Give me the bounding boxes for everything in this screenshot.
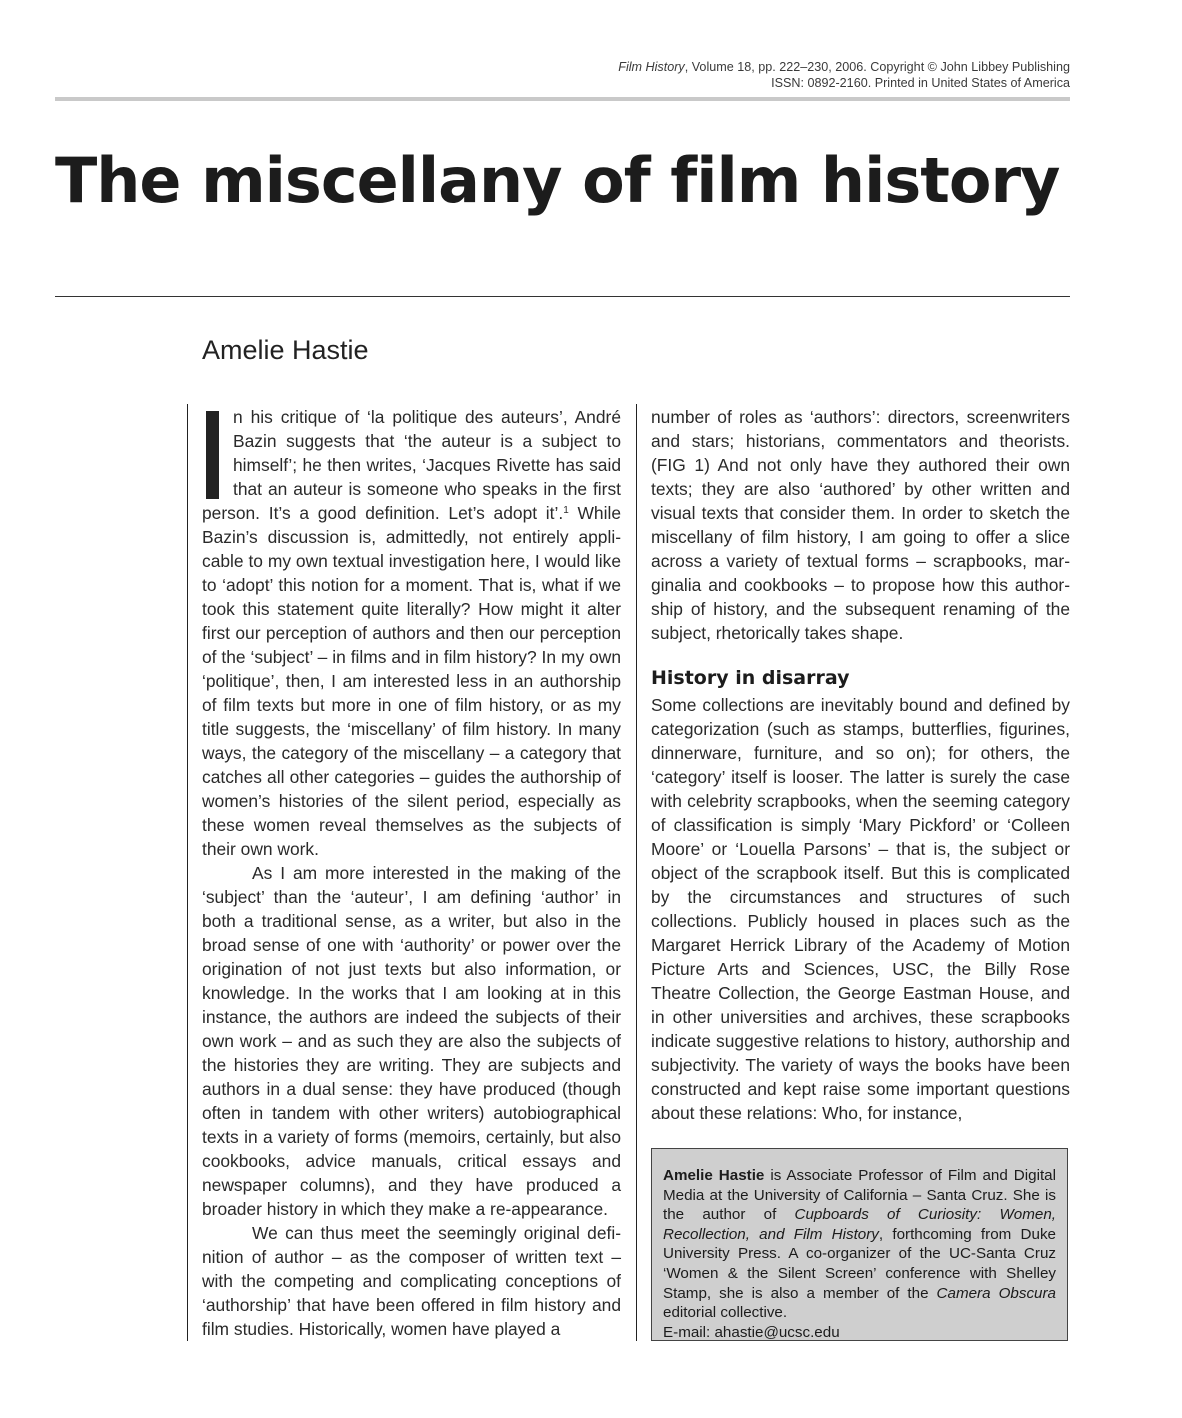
bio-text: , forthcoming from Duke University Press. A co-organizer of the UC-Santa Cruz ‘Women & the Silent Screen’ conference with Shelley Stamp, she is also a member of the: [663, 1225, 1056, 1302]
center-column-rule: [636, 404, 637, 1341]
bio-collective: Camera Obscura: [936, 1284, 1056, 1302]
title-rule: [55, 296, 1070, 297]
header-rule: [55, 97, 1070, 101]
bio-text: is Associate Professor of Film and Digital Media at the University of California – Santa Cruz. She is the author of: [663, 1167, 1056, 1224]
bio-name: Amelie Hastie: [663, 1167, 765, 1184]
citation-line: [370, 59, 1070, 75]
right-column: [651, 405, 1070, 1125]
left-column: [202, 405, 621, 1341]
bio-book-title: Cupboards of Curiosity: Women, Recollection, and Film History: [663, 1206, 1056, 1243]
paragraph: As I am more interested in the making of the ‘subject’ than the ‘auteur’, I am defining ‘author’ in both a traditional sense, as a writer, but also in the broad sense of one with ‘authority’ or power over the origination of not just texts but also information, or knowledge. In the works that I am looking at in this instance, the authors are indeed the subjects of their own work – and as such they are also the subjects of the histories they are writing. They are subjects and authors in a dual sense: they have produced (though often in tandem with other writers) autobiographical texts in a variety of forms (memoirs, certainly, but also cookbooks, advice manuals, critical essays and newspaper columns), and they have produced a broader history in which they make a re-appearance.: [202, 863, 621, 1219]
paragraph: [202, 405, 621, 861]
bio-text: editorial collective.: [663, 1304, 788, 1322]
issn-line: ISSN: 0892-2160. Printed in United States of America: [771, 76, 1070, 90]
section-heading: History in disarray: [651, 667, 850, 689]
paragraph: We can thus meet the seemingly original definition of author – as the composer of written text – with the competing and complicating conceptions of ‘authorship’ that have been offered in film history and film studies. Historically, women have played a: [202, 1223, 621, 1339]
article-author: Amelie Hastie: [202, 335, 369, 365]
article-title: The miscellany of film history: [55, 144, 1060, 217]
bio-email[interactable]: E-mail: ahastie@ucsc.edu: [663, 1323, 840, 1341]
paragraph-text: n his critique of ‘la politique des auteurs’, André Bazin suggests that ‘the auteur is a subject to himself’; he then writes, ‘Jacques Rivette has said that an auteur is someone who speaks in the first person. It’s a good definition. Let’s adopt it’.: [202, 407, 621, 523]
author-bio-box: [651, 1148, 1068, 1341]
paragraph-text: While Bazin’s discussion is, admittedly, not entirely applicable to my own textual investigation here, I would like to ‘adopt’ this notion for a moment. That is, what if we took this statement quite literally? How might it alter first our perception of authors and then our perception of the ‘subject’ – in films and in film history? In my own ‘politique’, then, I am interested less in an authorship of film texts but more in one of film history, or as my title suggests, the ‘miscellany’ of film history. In many ways, the category of the miscellany – a category that catches all other categories – guides the authorship of women’s histories of the silent period, especially as these women reveal themselves as the subjects of their own work.: [202, 503, 621, 859]
paragraph: number of roles as ‘authors’: directors, screenwriters and stars; historians, commentators and theorists. (FIG 1) And not only have they authored their own texts; they are also ‘authored’ by other written and visual texts that consider them. In order to sketch the miscellany of film history, I am going to offer a slice across a variety of textual forms – scrapbooks, marginalia and cookbooks – to propose how this authorship of history, and the subsequent renaming of the subject, rhetorically takes shape.: [651, 407, 1070, 643]
journal-name: Film History: [618, 60, 685, 74]
left-column-rule: [187, 404, 188, 1341]
footnote-marker[interactable]: 1: [563, 505, 569, 516]
running-head: [370, 59, 1070, 91]
paragraph: Some collections are inevitably bound and defined by categorization (such as stamps, butterflies, figurines, dinnerware, furniture, and so on); for others, the ‘category’ itself is looser. The latter is surely the case with celebrity scrapbooks, when the seeming category of classification is simply ‘Mary Pickford’ or ‘Colleen Moore’ or ‘Louella Parsons’ – that is, the subject or object of the scrapbook itself. But this is complicated by the circumstances and structures of such collections. Publicly housed in places such as the Margaret Herrick Library of the Academy of Motion Picture Arts and Sciences, USC, the Billy Rose Theatre Collection, the George Eastman House, and in other universities and archives, these scrapbooks indicate suggestive relations to history, authorship and subjectivity. The variety of ways the books have been constructed and kept raise some important questions about these relations: Who, for instance,: [651, 695, 1070, 1123]
drop-cap-i: [206, 411, 219, 499]
citation-details: , Volume 18, pp. 222–230, 2006. Copyright © John Libbey Publishing: [684, 60, 1070, 74]
